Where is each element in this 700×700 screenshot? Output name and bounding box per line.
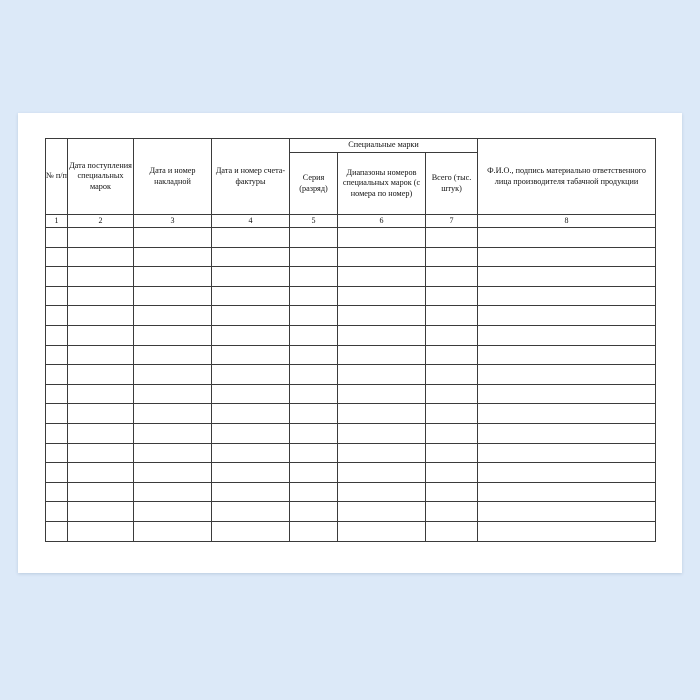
table-cell[interactable]: [68, 384, 134, 404]
table-cell[interactable]: [134, 443, 212, 463]
table-cell[interactable]: [478, 521, 656, 541]
table-row[interactable]: [46, 443, 656, 463]
header-label-number-ranges: Диапазоны номеров специальных марок (с номера по номер): [342, 167, 421, 198]
table-cell[interactable]: [338, 345, 426, 365]
table-row[interactable]: [46, 365, 656, 385]
table-cell[interactable]: [134, 228, 212, 248]
table-cell[interactable]: [68, 482, 134, 502]
table-cell[interactable]: [46, 286, 68, 306]
table-cell[interactable]: [212, 247, 290, 267]
table-cell[interactable]: [134, 404, 212, 424]
table-cell[interactable]: [426, 502, 478, 522]
table-cell[interactable]: [478, 443, 656, 463]
header-cell-number: [46, 139, 68, 215]
table-cell[interactable]: [338, 247, 426, 267]
table-cell[interactable]: [134, 325, 212, 345]
header-label-invoice: Дата и номер счета-фактуры: [215, 165, 286, 186]
table-row[interactable]: [46, 521, 656, 541]
table-cell[interactable]: [338, 521, 426, 541]
header-label-group-special-marks: Специальные марки: [348, 140, 419, 150]
table-cell[interactable]: [478, 267, 656, 287]
table-cell[interactable]: [426, 404, 478, 424]
table-cell[interactable]: [212, 384, 290, 404]
table-cell[interactable]: [426, 521, 478, 541]
table-cell[interactable]: [212, 286, 290, 306]
header-cell-waybill: [134, 139, 212, 215]
table-cell[interactable]: [68, 345, 134, 365]
table-row[interactable]: [46, 404, 656, 424]
table-row[interactable]: [46, 345, 656, 365]
table-cell[interactable]: [290, 267, 338, 287]
table-row[interactable]: [46, 502, 656, 522]
paper-sheet: [18, 113, 682, 573]
table-cell[interactable]: [478, 345, 656, 365]
table-container: [45, 138, 655, 542]
table-cell[interactable]: [46, 306, 68, 326]
table-cell[interactable]: [338, 384, 426, 404]
table-cell[interactable]: [212, 345, 290, 365]
table-cell[interactable]: [68, 267, 134, 287]
column-number-3: 3: [134, 215, 212, 228]
table-cell[interactable]: [338, 267, 426, 287]
header-label-waybill: Дата и номер накладной: [149, 165, 196, 186]
table-cell[interactable]: [46, 502, 68, 522]
column-number-5: 5: [290, 215, 338, 228]
table-cell[interactable]: [134, 247, 212, 267]
table-cell[interactable]: [46, 267, 68, 287]
table-cell[interactable]: [212, 306, 290, 326]
table-cell[interactable]: [426, 443, 478, 463]
table-cell[interactable]: [290, 306, 338, 326]
table-cell[interactable]: [46, 345, 68, 365]
table-cell[interactable]: [134, 384, 212, 404]
table-cell[interactable]: [478, 502, 656, 522]
table-cell[interactable]: [290, 443, 338, 463]
table-cell[interactable]: [134, 345, 212, 365]
column-number-8: 8: [478, 215, 656, 228]
table-cell[interactable]: [426, 384, 478, 404]
table-cell[interactable]: [478, 247, 656, 267]
table-row[interactable]: [46, 384, 656, 404]
table-cell[interactable]: [46, 521, 68, 541]
header-cell-total: [426, 153, 478, 215]
table-cell[interactable]: [68, 306, 134, 326]
table-cell[interactable]: [212, 228, 290, 248]
header-label-series: Серия (разряд): [299, 172, 328, 193]
column-number-6: 6: [338, 215, 426, 228]
table-cell[interactable]: [426, 286, 478, 306]
table-column-number-row: [46, 215, 656, 228]
table-cell[interactable]: [290, 482, 338, 502]
table-cell[interactable]: [290, 521, 338, 541]
table-cell[interactable]: [46, 384, 68, 404]
table-cell[interactable]: [68, 286, 134, 306]
table-cell[interactable]: [426, 423, 478, 443]
table-cell[interactable]: [478, 482, 656, 502]
table-cell[interactable]: [134, 286, 212, 306]
table-cell[interactable]: [46, 423, 68, 443]
table-cell[interactable]: [478, 384, 656, 404]
table-cell[interactable]: [478, 286, 656, 306]
table-cell[interactable]: [338, 228, 426, 248]
table-cell[interactable]: [338, 286, 426, 306]
table-cell[interactable]: [426, 247, 478, 267]
table-cell[interactable]: [134, 463, 212, 483]
table-cell[interactable]: [478, 365, 656, 385]
header-cell-receipt-date: [68, 139, 134, 215]
table-cell[interactable]: [68, 502, 134, 522]
table-cell[interactable]: [212, 463, 290, 483]
table-row[interactable]: [46, 325, 656, 345]
table-cell[interactable]: [426, 482, 478, 502]
table-cell[interactable]: [426, 306, 478, 326]
special-marks-journal-table: [45, 138, 656, 542]
table-cell[interactable]: [478, 423, 656, 443]
table-group-header-row: [46, 139, 656, 153]
table-cell[interactable]: [46, 247, 68, 267]
table-row[interactable]: [46, 463, 656, 483]
table-cell[interactable]: [212, 404, 290, 424]
table-cell[interactable]: [290, 463, 338, 483]
table-cell[interactable]: [478, 404, 656, 424]
table-cell[interactable]: [338, 306, 426, 326]
table-cell[interactable]: [46, 365, 68, 385]
table-cell[interactable]: [68, 521, 134, 541]
table-row[interactable]: [46, 267, 656, 287]
table-cell[interactable]: [426, 325, 478, 345]
table-cell[interactable]: [134, 306, 212, 326]
table-cell[interactable]: [338, 404, 426, 424]
table-cell[interactable]: [68, 247, 134, 267]
table-cell[interactable]: [290, 286, 338, 306]
table-row[interactable]: [46, 228, 656, 248]
table-cell[interactable]: [338, 482, 426, 502]
table-cell[interactable]: [46, 463, 68, 483]
table-cell[interactable]: [134, 423, 212, 443]
column-number-2: 2: [68, 215, 134, 228]
header-group-special-marks: [290, 139, 478, 153]
table-cell[interactable]: [338, 423, 426, 443]
table-cell[interactable]: [290, 365, 338, 385]
column-number-4: 4: [212, 215, 290, 228]
table-cell[interactable]: [426, 365, 478, 385]
table-cell[interactable]: [478, 306, 656, 326]
table-cell[interactable]: [68, 463, 134, 483]
table-row[interactable]: [46, 247, 656, 267]
header-cell-invoice: [212, 139, 290, 215]
table-cell[interactable]: [212, 423, 290, 443]
table-row[interactable]: [46, 286, 656, 306]
table-cell[interactable]: [134, 521, 212, 541]
table-cell[interactable]: [46, 228, 68, 248]
table-cell[interactable]: [68, 365, 134, 385]
table-cell[interactable]: [46, 404, 68, 424]
table-cell[interactable]: [68, 423, 134, 443]
table-cell[interactable]: [212, 365, 290, 385]
table-cell[interactable]: [478, 228, 656, 248]
table-cell[interactable]: [338, 325, 426, 345]
table-cell[interactable]: [290, 228, 338, 248]
table-cell[interactable]: [212, 521, 290, 541]
table-cell[interactable]: [46, 325, 68, 345]
table-cell[interactable]: [290, 247, 338, 267]
column-number-7: 7: [426, 215, 478, 228]
table-cell[interactable]: [212, 502, 290, 522]
table-cell[interactable]: [68, 404, 134, 424]
table-cell[interactable]: [290, 325, 338, 345]
table-row[interactable]: [46, 423, 656, 443]
table-cell[interactable]: [426, 345, 478, 365]
table-cell[interactable]: [426, 228, 478, 248]
table-cell[interactable]: [290, 502, 338, 522]
header-cell-series: [290, 153, 338, 215]
table-cell[interactable]: [68, 443, 134, 463]
table-cell[interactable]: [338, 502, 426, 522]
header-label-responsible-person: Ф.И.О., подпись материально ответственного лица производителя табачной продукции: [487, 165, 646, 186]
table-cell[interactable]: [68, 228, 134, 248]
table-cell[interactable]: [478, 325, 656, 345]
table-cell[interactable]: [290, 345, 338, 365]
table-cell[interactable]: [134, 502, 212, 522]
table-row[interactable]: [46, 482, 656, 502]
table-cell[interactable]: [290, 423, 338, 443]
table-cell[interactable]: [212, 482, 290, 502]
table-cell[interactable]: [134, 482, 212, 502]
table-cell[interactable]: [46, 482, 68, 502]
table-cell[interactable]: [290, 384, 338, 404]
table-cell[interactable]: [46, 443, 68, 463]
table-cell[interactable]: [338, 463, 426, 483]
table-cell[interactable]: [134, 267, 212, 287]
header-cell-responsible-person: [478, 139, 656, 215]
table-cell[interactable]: [212, 267, 290, 287]
table-row[interactable]: [46, 306, 656, 326]
header-label-receipt-date: Дата поступления специальных марок: [69, 160, 132, 191]
table-cell[interactable]: [134, 365, 212, 385]
table-cell[interactable]: [290, 404, 338, 424]
table-cell[interactable]: [478, 463, 656, 483]
header-label-number: № п/п: [46, 171, 67, 181]
table-cell[interactable]: [68, 325, 134, 345]
table-cell[interactable]: [426, 267, 478, 287]
table-cell[interactable]: [426, 463, 478, 483]
table-cell[interactable]: [212, 443, 290, 463]
table-cell[interactable]: [338, 365, 426, 385]
column-number-1: 1: [46, 215, 68, 228]
table-cell[interactable]: [212, 325, 290, 345]
header-cell-number-ranges: [338, 153, 426, 215]
header-label-total: Всего (тыс. штук): [431, 172, 472, 193]
table-cell[interactable]: [338, 443, 426, 463]
